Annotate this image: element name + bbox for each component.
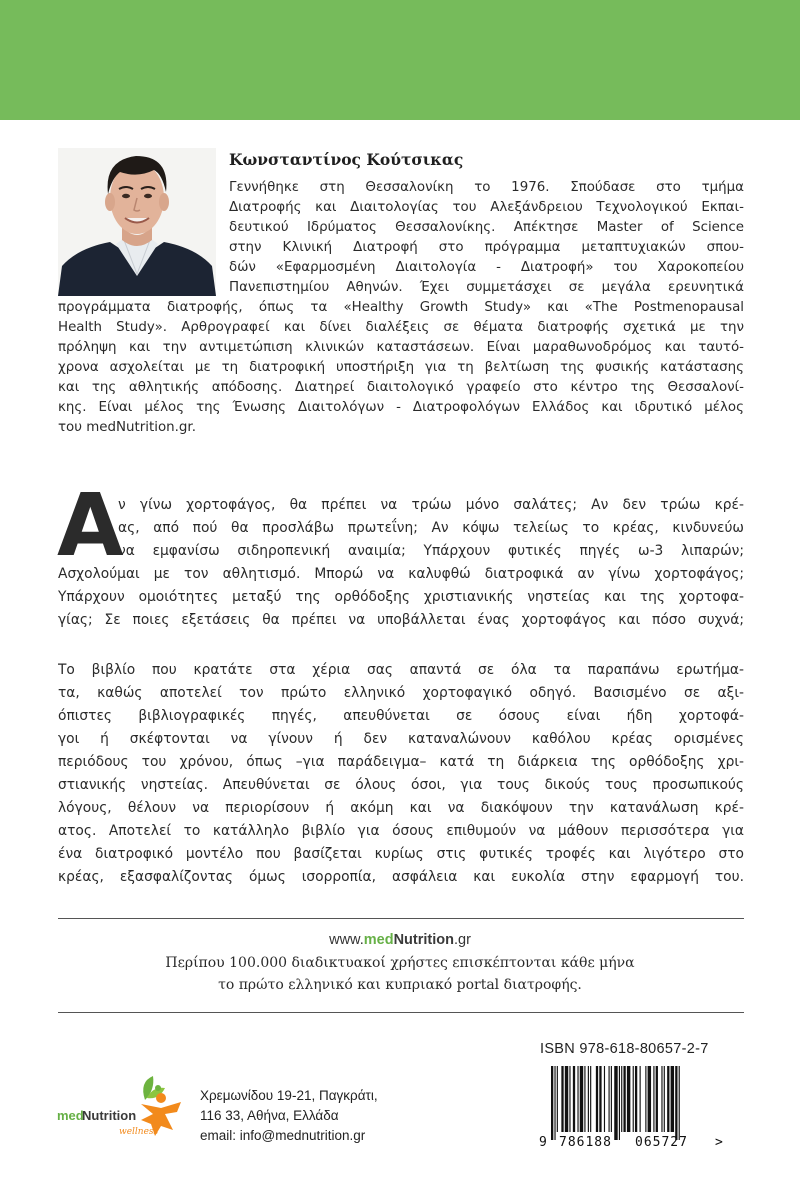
question-line: ν γίνω χορτοφάγος, θα πρέπει να τρώω μόνο σαλάτες; Αν δεν τρώω κρέ- [118, 497, 744, 513]
barcode-bar [609, 1066, 610, 1132]
mednutrition-wellness-logo [57, 1074, 197, 1144]
description-line: γοι ή σκέφτονται να γίνουν ή δεν καταναλώνουν καθόλου κρέας ορισμένες [58, 731, 744, 747]
barcode-bar [645, 1066, 646, 1132]
barcode-bar [611, 1066, 612, 1132]
barcode-bar [551, 1066, 553, 1140]
barcode-bar [596, 1066, 598, 1132]
description-line: τα, καθώς αποτελεί τον πρώτο ελληνικό χορτοφαγικό οδηγό. Βασισμένο σε αξι- [58, 685, 744, 701]
barcode-bar [619, 1066, 620, 1140]
barcode-bar [580, 1066, 583, 1132]
author-name: Κωνσταντίνος Κούτσικας [229, 150, 464, 169]
description-line: όπιστες βιβλιογραφικές πηγές, απευθύνεται σε όσους είναι ήδη χορτοφά- [58, 708, 744, 724]
website-brand-nutrition: Nutrition [393, 932, 454, 948]
description-line: λόγους, θέλουν να περιορίσουν ή ακόμη και να διακόψουν την κατανάλωση κρέ- [58, 800, 744, 816]
barcode-arrow: > [715, 1135, 723, 1148]
bio-line: Πανεπιστημίου Αθηνών. Έχει συμμετάσχει σε μεγάλα ερευνητικά [229, 280, 744, 295]
barcode-bar [565, 1066, 568, 1132]
divider-bottom [58, 1012, 744, 1013]
bio-line: Γεννήθηκε στη Θεσσαλονίκη το 1976. Σπούδασε στο τμήμα [229, 180, 744, 195]
barcode-bar [633, 1066, 634, 1132]
bio-line: Διατροφής και Διαιτολογίας του Αλεξάνδρειου Τεχνολογικού Εκπαι- [229, 200, 744, 215]
barcode-bar [623, 1066, 625, 1132]
description-line: κρέας, εξασφαλίζοντας όμως ισορροπία, ασφάλεια και ευκολία στην εφαρμογή του. [58, 869, 744, 885]
barcode-bar [590, 1066, 591, 1132]
bio-line: προγράμματα διατροφής, όπως τα «Healthy Growth Study» και «The Postmenopausal [58, 300, 744, 315]
barcode-bar [604, 1066, 605, 1132]
question-line: ας, από πού θα προσλάβω πρωτεΐνη; Αν κόψω τελείως το κρέας, κινδυνεύω [118, 520, 744, 536]
divider-top [58, 918, 744, 919]
isbn-barcode [537, 1066, 737, 1148]
bio-line: Health Study». Αρθρογραφεί και δίνει διαλέξεις σε θέματα διατροφής σχετικά με την [58, 320, 744, 335]
description-line: ένα διατροφικό μοντέλο που βασίζεται κυρίως στις φυτικές τροφές και λιγότερο στο [58, 846, 744, 862]
barcode-bar [599, 1066, 601, 1132]
barcode-digit-first: 9 [539, 1135, 547, 1148]
publisher-address-line: Χρεμωνίδου 19-21, Παγκράτι, [200, 1088, 378, 1103]
description-line: περιόδους του χρόνου, όπως –για παράδειγμα– κατά τη διάρκεια της ορθόδοξης χρι- [58, 754, 744, 770]
bio-line: χρονα ασχολείται με τη διατροφική υποστήριξη για τη βελτίωση της φυσικής κατάστασης [58, 360, 744, 375]
author-photo [58, 148, 216, 296]
barcode-bar [614, 1066, 617, 1140]
barcode-bar [588, 1066, 589, 1132]
publisher-email: email: info@mednutrition.gr [200, 1128, 366, 1143]
bio-line: και της αθλητικής απόδοσης. Διατηρεί διαιτολογικό γραφείο στο κέντρο της Θεσσαλονί- [58, 380, 744, 395]
website-info-line: Περίπου 100.000 διαδικτυακοί χρήστες επισκέπτονται κάθε μήνα [165, 955, 635, 971]
barcode-bar [557, 1066, 558, 1132]
isbn-label: ISBN 978-618-80657-2-7 [540, 1041, 709, 1057]
barcode-bar [667, 1066, 669, 1132]
barcode-bar [627, 1066, 630, 1132]
barcode-bar [577, 1066, 578, 1132]
barcode-bar [653, 1066, 654, 1132]
logo-wellness-text: wellness [119, 1127, 159, 1137]
question-line: να εμφανίσω σιδηροπενική αναιμία; Υπάρχουν φυτικές πηγές ω-3 λιπαρών; [118, 543, 744, 559]
barcode-bar [584, 1066, 585, 1132]
barcode-bar [656, 1066, 658, 1132]
bio-line: στην Κλινική Διατροφή στο πρόγραμμα μεταπτυχιακών σπου- [229, 240, 744, 255]
barcode-bar [569, 1066, 570, 1132]
barcode-bar [671, 1066, 674, 1132]
barcode-digits-right: 065727 [635, 1135, 688, 1148]
bio-line: κης. Είναι μέλος της Ένωσης Διαιτολόγων - Διατροφολόγων Ελλάδος και ιδρυτικό μέλος [58, 400, 744, 415]
logo-med-text: med [57, 1108, 84, 1123]
publisher-address-line: 116 33, Αθήνα, Ελλάδα [200, 1108, 339, 1123]
top-color-band [0, 0, 800, 120]
barcode-bar [648, 1066, 651, 1132]
barcode-bar [661, 1066, 662, 1132]
barcode-bar [664, 1066, 665, 1132]
bio-line: του medNutrition.gr. [58, 420, 196, 435]
website-prefix: www. [329, 932, 364, 948]
description-line: ατος. Αποτελεί το κατάλληλο βιβλίο για όσους επιθυμούν να μάθουν περισσότερα για [58, 823, 744, 839]
barcode-bar [554, 1066, 555, 1140]
drop-cap-letter: Α [57, 476, 124, 576]
barcode-bar [679, 1066, 680, 1140]
website-info-line: το πρώτο ελληνικό και κυπριακό portal διατροφής. [218, 977, 582, 993]
description-line: Το βιβλίο που κρατάτε στα χέρια σας απαντά σε όλα τα παραπάνω ερωτήμα- [58, 662, 744, 678]
description-line: στιανικής νηστείας. Απευθύνεται σε όλους όσοι, για τους δικούς τους προσωπικούς [58, 777, 744, 793]
question-line: γίας; Σε ποιες εξετάσεις θα πρέπει να υποβάλλεται ένας χορτοφάγος και πόσο συχνά; [58, 612, 744, 628]
website-brand-med: med [363, 932, 394, 948]
website-suffix: .gr [453, 932, 471, 948]
bio-line: πρόληψη και την αντιμετώπιση κλινικών καταστάσεων. Είναι μαραθωνοδρόμος και ταυτό- [58, 340, 744, 355]
question-line: Ασχολούμαι με τον αθλητισμό. Μπορώ να καλυφθώ διατροφικά αν γίνω χορτοφάγος; [58, 566, 744, 582]
bio-line: δών «Εφαρμοσμένη Διαιτολογία - Διατροφή» του Χαροκοπείου [229, 260, 744, 275]
barcode-bar [640, 1066, 641, 1132]
barcode-bar [561, 1066, 563, 1132]
barcode-digits-left: 786188 [559, 1135, 612, 1148]
barcode-bar [635, 1066, 637, 1132]
barcode-bar [675, 1066, 677, 1140]
website-url [0, 932, 800, 948]
bio-line: δευτικού Ιδρύματος Θεσσαλονίκης. Απέκτησε Master of Science [229, 220, 744, 235]
logo-nutrition-text: Nutrition [82, 1108, 137, 1123]
barcode-bar [621, 1066, 622, 1132]
barcode-bar [573, 1066, 575, 1132]
question-line: Υπάρχουν ομοιότητες μεταξύ της ορθόδοξης χριστιανικής νηστείας και της χορτοφα- [58, 589, 744, 605]
